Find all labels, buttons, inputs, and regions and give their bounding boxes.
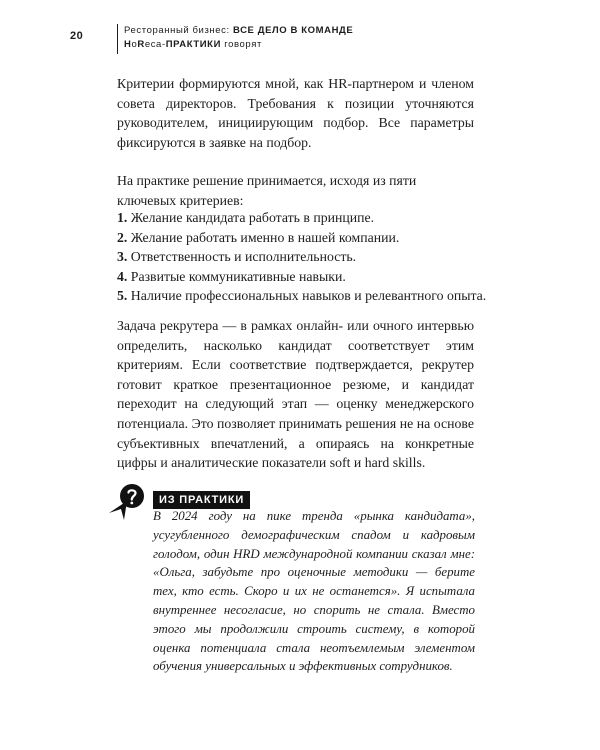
list-item-text: Желание кандидата работать в принципе. [127, 210, 375, 225]
list-item-text: Желание работать именно в нашей компании. [127, 229, 400, 245]
list-item-text: Наличие профессиональных навыков и релевантного опыта. [127, 288, 487, 304]
running-head-line1 [124, 24, 353, 38]
paragraph-criteria-intro: На практике решение принимается, исходя из пяти ключевых критериев: [117, 173, 417, 208]
practice-quote: В 2024 году на пике тренда «рынка кандидата», усугубленного демографическим спадом и кадровым голодом, один HRD международной компании сказал мне: «Ольга, забудьте про оценочные методики — берите тех, кто есть. Скоро и их не останется». Я испытала внутреннее несогласие, но спорить не стала. Вместо этого мы продолжили строить систему, в которой оценка потенциала стала неотъемлемым элементом обучения универсальных и эффективных сотрудников. [153, 509, 475, 674]
question-flag-icon [107, 479, 149, 521]
list-item [117, 267, 497, 287]
list-item-number: 5. [117, 288, 128, 304]
series-title: говорят [221, 39, 262, 50]
book-title-bold: ВСЕ ДЕЛО В КОМАНДЕ [232, 25, 354, 36]
paragraph-recruiter-task: Задача рекрутера — в рамках онлайн- или очного интервью определить, насколько кандидат соответствует этим критериям. Если соответствие подтверждается, рекрутер готовит краткое презентационное резюме, и кандидат переходит на следующий этап — оценку менеджерского потенциала. Это позволяет принимать решения не на основе субъективных впечатлений, а опираясь на конкретные цифры и аналитические показатели soft и hard skills. [117, 318, 474, 471]
list-item-number: 1. [117, 210, 128, 225]
list-item-text: Ответственность и исполнительность. [127, 249, 357, 265]
brand-letter-h: H [124, 39, 132, 50]
paragraph-criteria-source: Критерии формируются мной, как HR-партнером и членом совета директоров. Требования к позиции уточняются руководителем, инициирующим подбор. Все параметры фиксируются в заявке на подбор. [117, 76, 474, 150]
page-number: 20 [70, 30, 84, 42]
list-item [117, 208, 497, 228]
list-item [117, 286, 497, 306]
brand-letter-o: o [131, 39, 138, 50]
list-item [117, 247, 497, 267]
list-item-number: 2. [117, 229, 128, 245]
list-item-number: 3. [117, 249, 128, 265]
brand-tail: eca- [144, 39, 166, 50]
series-title-bold: ПРАКТИКИ [165, 39, 222, 50]
running-head-line2 [124, 38, 353, 52]
practice-label: ИЗ ПРАКТИКИ [153, 491, 250, 509]
brand-letter-r: R [137, 39, 145, 50]
list-item-number: 4. [117, 268, 128, 284]
list-item [117, 228, 497, 248]
book-title: Ресторанный бизнес: [124, 25, 233, 36]
header-divider [117, 24, 118, 54]
running-head [124, 24, 353, 52]
criteria-list [117, 208, 497, 306]
list-item-text: Развитые коммуникативные навыки. [127, 268, 346, 284]
